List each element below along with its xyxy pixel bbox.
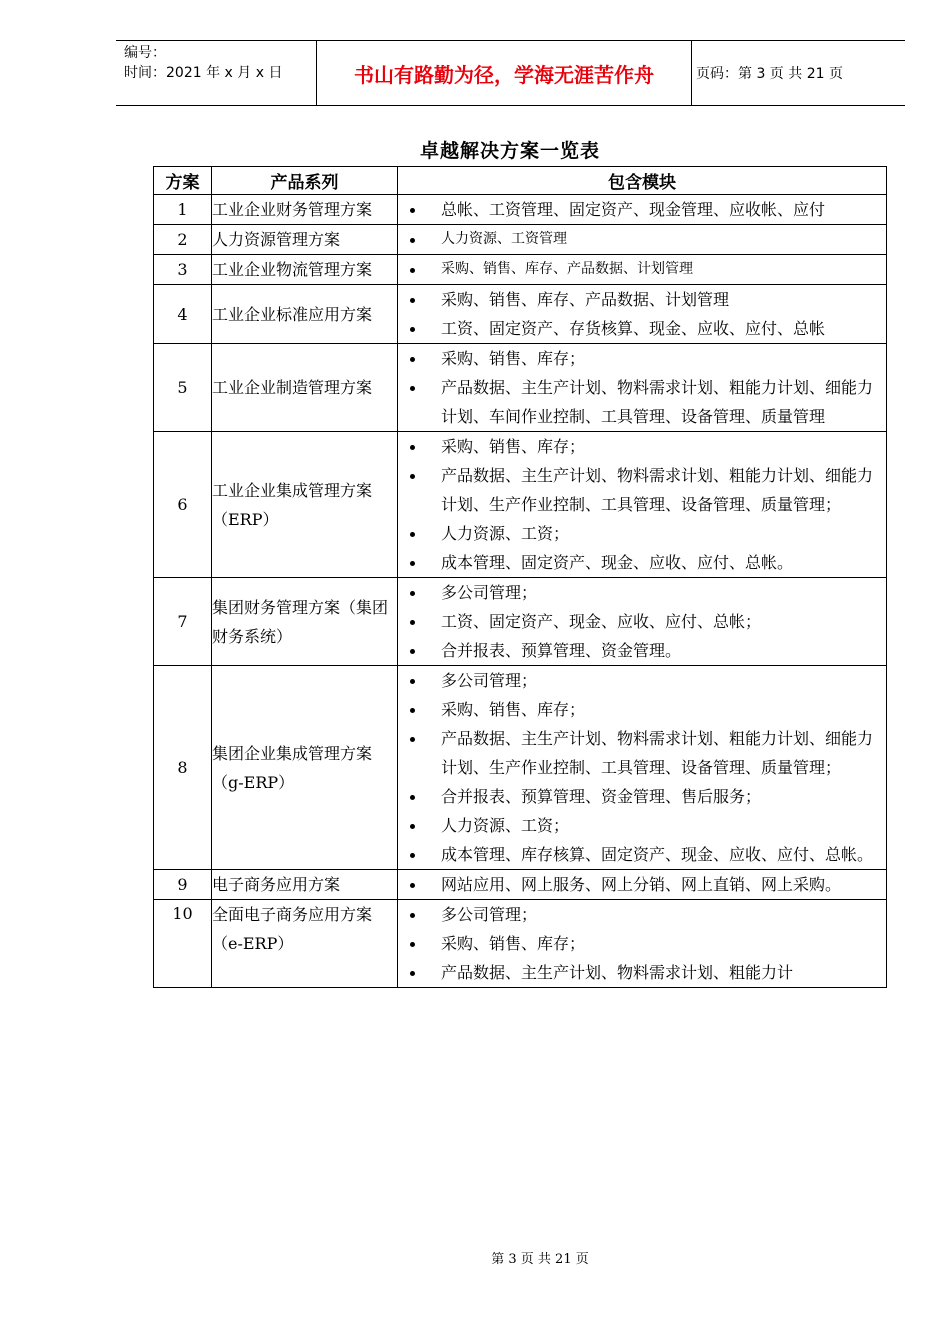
plan-number: 1 — [154, 195, 212, 225]
header-motto: 书山有路勤为径，学海无涯苦作舟 — [316, 41, 692, 105]
module-item: 人力资源、工资管理 — [398, 225, 886, 254]
module-item: 成本管理、固定资产、现金、应收、应付、总帐。 — [398, 548, 886, 577]
table-row — [154, 255, 887, 285]
plan-number: 9 — [154, 870, 212, 900]
module-item: 工资、固定资产、现金、应收、应付、总帐； — [398, 607, 886, 636]
plan-number: 3 — [154, 255, 212, 285]
module-list — [398, 225, 886, 254]
module-item: 产品数据、主生产计划、物料需求计划、粗能力计 — [398, 958, 886, 987]
plan-number: 4 — [154, 285, 212, 344]
plan-number: 7 — [154, 578, 212, 666]
table-row — [154, 578, 887, 666]
module-list-cell — [398, 195, 887, 225]
module-item: 人力资源、工资； — [398, 519, 886, 548]
module-list — [398, 344, 886, 431]
module-list — [398, 578, 886, 665]
product-series: 工业企业制造管理方案 — [212, 344, 398, 432]
table-row — [154, 225, 887, 255]
module-list-cell — [398, 870, 887, 900]
module-list-cell — [398, 344, 887, 432]
module-item: 合并报表、预算管理、资金管理、售后服务； — [398, 782, 886, 811]
module-list-cell — [398, 578, 887, 666]
module-item: 成本管理、库存核算、固定资产、现金、应收、应付、总帐。 — [398, 840, 886, 869]
column-header-modules: 包含模块 — [398, 167, 887, 195]
module-item: 采购、销售、库存； — [398, 695, 886, 724]
module-item: 人力资源、工资； — [398, 811, 886, 840]
product-series: 工业企业财务管理方案 — [212, 195, 398, 225]
module-list-cell — [398, 900, 887, 988]
module-item: 产品数据、主生产计划、物料需求计划、粗能力计划、细能力计划、生产作业控制、工具管理、设备管理、质量管理； — [398, 724, 886, 782]
product-series: 集团财务管理方案（集团财务系统） — [212, 578, 398, 666]
product-series: 电子商务应用方案 — [212, 870, 398, 900]
module-list — [398, 285, 886, 343]
module-list-cell — [398, 666, 887, 870]
module-item: 采购、销售、库存、产品数据、计划管理 — [398, 255, 886, 284]
module-list — [398, 432, 886, 577]
product-series: 人力资源管理方案 — [212, 225, 398, 255]
plan-number: 6 — [154, 432, 212, 578]
header-page-label: 页码：第 3 页 共 21 页 — [696, 66, 843, 82]
product-series: 全面电子商务应用方案（e-ERP） — [212, 900, 398, 988]
module-item: 工资、固定资产、存货核算、现金、应收、应付、总帐 — [398, 314, 886, 343]
module-item: 产品数据、主生产计划、物料需求计划、粗能力计划、细能力计划、生产作业控制、工具管理、设备管理、质量管理； — [398, 461, 886, 519]
module-item: 采购、销售、库存； — [398, 432, 886, 461]
table-row — [154, 432, 887, 578]
solutions-table — [153, 166, 887, 988]
module-item: 采购、销售、库存； — [398, 929, 886, 958]
product-series: 集团企业集成管理方案（g-ERP） — [212, 666, 398, 870]
document-title: 卓越解决方案一览表 — [419, 140, 600, 162]
table-row — [154, 900, 887, 988]
module-item: 多公司管理； — [398, 578, 886, 607]
page-footer: 第 3 页 共 21 页 — [491, 1252, 589, 1267]
module-list-cell — [398, 255, 887, 285]
module-item: 网站应用、网上服务、网上分销、网上直销、网上采购。 — [398, 870, 886, 899]
document-time-label: 时间：2021 年 x 月 x 日 — [124, 65, 283, 81]
header-meta — [124, 43, 314, 83]
module-list-cell — [398, 285, 887, 344]
product-series: 工业企业集成管理方案（ERP） — [212, 432, 398, 578]
table-row — [154, 870, 887, 900]
document-number-label: 编号： — [124, 45, 166, 61]
product-series: 工业企业物流管理方案 — [212, 255, 398, 285]
module-list — [398, 900, 886, 987]
table-row — [154, 344, 887, 432]
module-list — [398, 195, 886, 224]
table-row — [154, 666, 887, 870]
plan-number: 5 — [154, 344, 212, 432]
page-header — [116, 40, 905, 106]
plan-number: 10 — [154, 900, 212, 988]
table-row — [154, 195, 887, 225]
module-item: 多公司管理； — [398, 900, 886, 929]
module-list-cell — [398, 225, 887, 255]
module-item: 采购、销售、库存； — [398, 344, 886, 373]
module-item: 多公司管理； — [398, 666, 886, 695]
column-header-series: 产品系列 — [212, 167, 398, 195]
column-header-plan: 方案 — [154, 167, 212, 195]
table-row — [154, 285, 887, 344]
module-list-cell — [398, 432, 887, 578]
module-item: 采购、销售、库存、产品数据、计划管理 — [398, 285, 886, 314]
table-header-row — [154, 167, 887, 195]
module-item: 产品数据、主生产计划、物料需求计划、粗能力计划、细能力计划、车间作业控制、工具管理、设备管理、质量管理 — [398, 373, 886, 431]
product-series: 工业企业标准应用方案 — [212, 285, 398, 344]
module-item: 总帐、工资管理、固定资产、现金管理、应收帐、应付 — [398, 195, 886, 224]
module-list — [398, 255, 886, 284]
plan-number: 2 — [154, 225, 212, 255]
module-list — [398, 870, 886, 899]
module-item: 合并报表、预算管理、资金管理。 — [398, 636, 886, 665]
plan-number: 8 — [154, 666, 212, 870]
module-list — [398, 666, 886, 869]
